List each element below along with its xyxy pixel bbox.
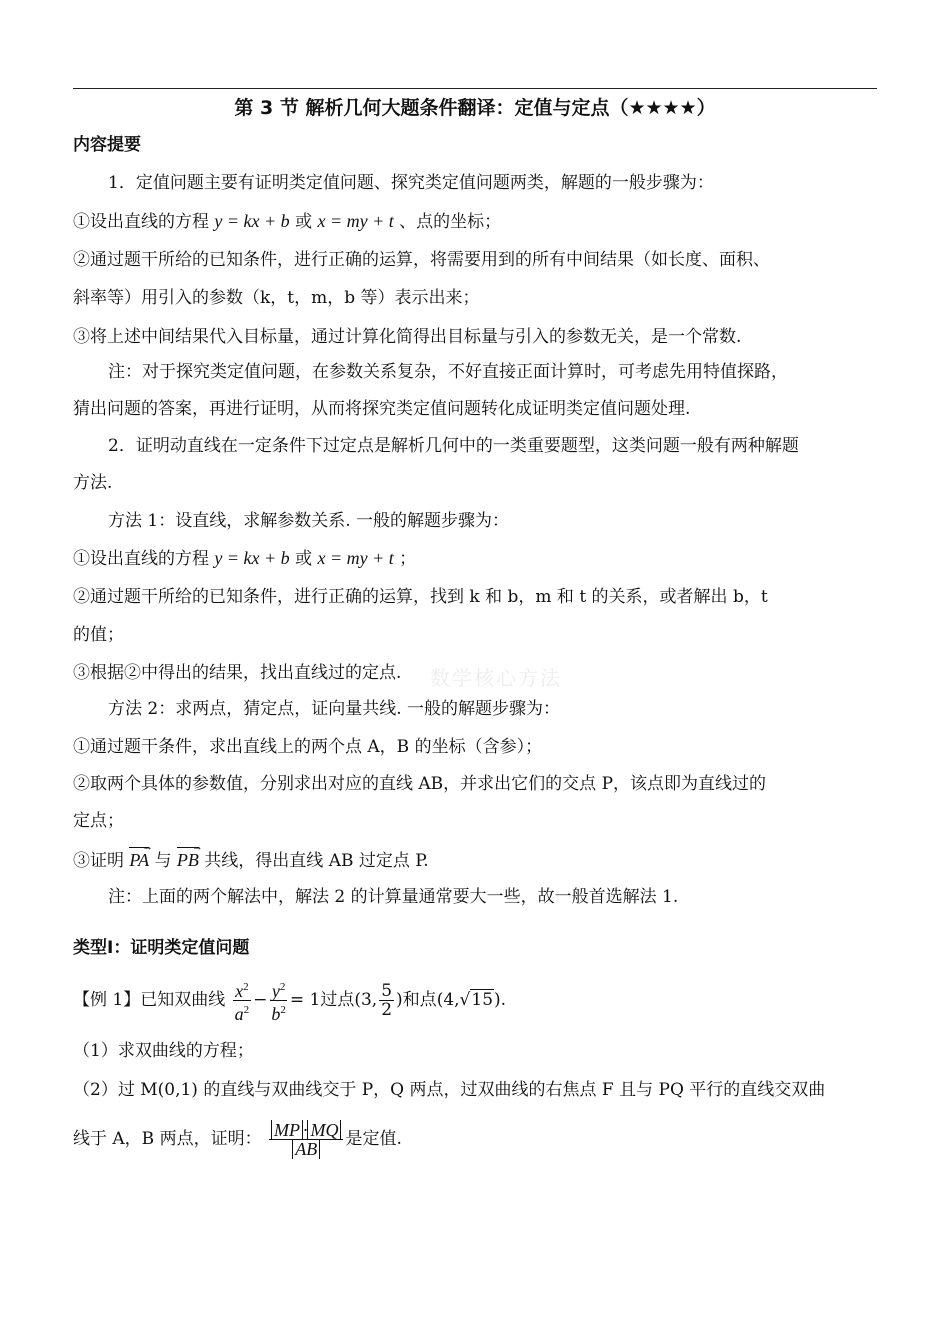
example-1-text-b: 过点 — [320, 990, 355, 1010]
frac1-num-exponent: 2 — [243, 981, 249, 993]
question-2-text-b: 是定值. — [345, 1129, 402, 1149]
vector-pa: PA → — [129, 849, 149, 871]
method-1-step-1-text-c: ； — [393, 549, 417, 569]
question-2-line-1: （2）过 M(0,1) 的直线与双曲线交于 P，Q 两点，过双曲线的右焦点 F 且与 PQ 平行的直线交双曲 — [73, 1080, 826, 1100]
method-2-step-1: ①通过题干条件，求出直线上的两个点 A，B 的坐标（含参）； — [73, 737, 543, 757]
example-1-label: 【例 1】 — [73, 990, 141, 1010]
method-1-step-1-text-b: 或 — [289, 549, 318, 569]
step-2-line-2: 斜率等）用引入的参数（k，t，m，b 等）表示出来； — [73, 288, 480, 308]
method-1-step-1-text-a: ①设出直线的方程 — [73, 549, 215, 569]
point-2-b: ). — [494, 990, 507, 1010]
point-2-a: (4, — [436, 990, 460, 1010]
dot-operator: · — [302, 1120, 308, 1140]
frac1-den-exponent: 2 — [243, 1004, 250, 1016]
section-title: 第 3 节 解析几何大题条件翻译：定值与定点（★★★★） — [234, 97, 716, 119]
abs-mp: MP — [271, 1120, 303, 1140]
fraction-5-2-numerator: 5 — [381, 981, 393, 1001]
method-1-step-2-line-1: ②通过题干所给的已知条件，进行正确的运算，找到 k 和 b，m 和 t 的关系，或者解出 b，t — [73, 587, 768, 607]
fraction-y2-b2 — [269, 978, 288, 1023]
frac2-numerator: y — [271, 981, 280, 1001]
abs-mq: MQ — [307, 1120, 341, 1140]
frac2-denominator: b — [271, 1004, 281, 1024]
header-rule — [73, 88, 877, 89]
method-1-step-3: ③根据②中得出的结果，找出直线过的定点. — [73, 663, 402, 683]
sqrt-15: 15 — [471, 990, 494, 1010]
frac2-num-exponent: 2 — [279, 981, 286, 993]
method-1-equation-y: y = kx + b — [214, 548, 290, 568]
step-2-line-1: ②通过题干所给的已知条件，进行正确的运算，将需要用到的所有中间结果（如长度、面积、 — [73, 250, 770, 270]
fraction-x2-a2 — [233, 978, 252, 1023]
method-2-step-3-text-a: ③证明 — [73, 851, 124, 871]
method-2-step-3-text-c: 共线，得出直线 AB 过定点 P. — [204, 851, 429, 871]
example-1-statement: 【例 1】已知双曲线 $\frac{x^2}{a^2}$ − $\frac{y^2}{b^2}$ = 1过点(3, $\frac{5}{2}$ )和点(4,√15). — [73, 978, 506, 1023]
question-2-line-2 — [73, 1118, 402, 1160]
fraction-5-2-denominator: 2 — [381, 1000, 393, 1020]
question-1: （1）求双曲线的方程； — [73, 1041, 254, 1061]
method-2-step-2-line-2: 定点； — [73, 811, 124, 831]
frac1-denominator: a — [234, 1004, 244, 1024]
type-1-heading: 类型Ⅰ：证明类定值问题 — [73, 938, 250, 958]
question-2-text-a: 线于 A，B 两点，证明： — [73, 1129, 262, 1149]
summary-point-2-line-2: 方法. — [73, 473, 113, 493]
example-1-text-a: 已知双曲线 — [140, 990, 226, 1010]
step-1-text-a: ①设出直线的方程 — [73, 212, 215, 232]
method-1-title: 方法 1：设直线，求解参数关系. 一般的解题步骤为： — [108, 511, 510, 531]
equation-x-my-t: x = my + t — [317, 211, 394, 231]
frac1-numerator: x — [235, 981, 244, 1001]
method-2-step-2-line-1: ②取两个具体的参数值，分别求出对应的直线 AB，并求出它们的交点 P，该点即为直线过的 — [73, 774, 767, 794]
equation-rhs: = 1 — [289, 990, 321, 1010]
watermark: 数学核心方法 — [430, 666, 562, 690]
point-1-a: (3, — [354, 990, 378, 1010]
fraction-5-2 — [379, 982, 394, 1019]
method-1-step-2-line-2: 的值； — [73, 625, 124, 645]
point-1-b: ) — [396, 990, 403, 1010]
method-2-title: 方法 2：求两点，猜定点，证向量共线. 一般的解题步骤为： — [108, 699, 561, 719]
note-1-line-1: 注：对于探究类定值问题，在参数关系复杂，不好直接正面计算时，可考虑先用特值探路， — [108, 362, 788, 382]
summary-heading: 内容提要 — [73, 135, 141, 155]
note-1-line-2: 猜出问题的答案，再进行证明，从而将探究类定值问题转化成证明类定值问题处理. — [73, 399, 691, 419]
step-1 — [73, 210, 501, 233]
equation-y-kx-b: y = kx + b — [214, 211, 290, 231]
step-3: ③将上述中间结果代入目标量，通过计算化简得出目标量与引入的参数无关，是一个常数. — [73, 327, 742, 347]
vector-pb: PB → — [177, 849, 199, 871]
method-2-step-3 — [73, 849, 429, 872]
abs-ab: AB — [292, 1139, 320, 1159]
summary-point-1: 1．定值问题主要有证明类定值问题、探究类定值问题两类，解题的一般步骤为： — [108, 173, 714, 193]
step-1-text-c: 、点的坐标； — [393, 212, 502, 232]
method-1-equation-x: x = my + t — [317, 548, 394, 568]
summary-point-2-line-1: 2．证明动直线在一定条件下过定点是解析几何中的一类重要题型，这类问题一般有两种解题 — [108, 436, 799, 456]
fraction-mp-mq-over-ab — [269, 1121, 344, 1158]
note-2: 注：上面的两个解法中，解法 2 的计算量通常要大一些，故一般首选解法 1. — [108, 887, 679, 907]
method-2-step-3-text-b: 与 — [154, 851, 172, 871]
frac2-den-exponent: 2 — [280, 1004, 286, 1016]
example-1-text-c: 和点 — [402, 990, 437, 1010]
method-1-step-1 — [73, 547, 416, 570]
step-1-text-b: 或 — [289, 212, 318, 232]
